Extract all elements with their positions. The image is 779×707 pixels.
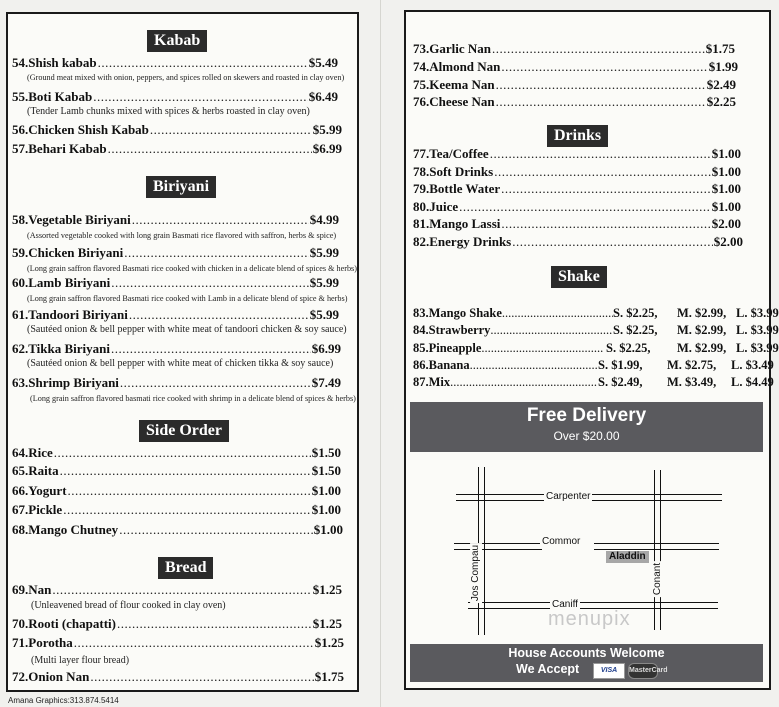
menu-item bbox=[413, 41, 735, 57]
item-price: $1.25 bbox=[312, 616, 342, 631]
visa-card-icon: VISA bbox=[593, 663, 625, 679]
item-price: $1.00 bbox=[311, 483, 341, 498]
item-description: (Long grain saffron flavored Basmati rice cooked with Lamb in a delicate blend of spice & herbs) bbox=[27, 294, 348, 303]
house-accounts-title: House Accounts Welcome bbox=[508, 646, 665, 660]
item-price: $5.49 bbox=[308, 55, 338, 70]
section-header-kabab: Kabab bbox=[147, 30, 207, 52]
item-price: $1.00 bbox=[313, 522, 343, 537]
menu-item bbox=[12, 669, 344, 685]
menu-item bbox=[12, 245, 339, 261]
menu-item bbox=[12, 582, 342, 598]
item-price: $7.49 bbox=[311, 375, 341, 390]
item-name: 68.Mango Chutney bbox=[12, 522, 119, 537]
item-price: $6.99 bbox=[312, 141, 342, 156]
menu-item bbox=[12, 463, 341, 479]
mastercard-icon: MasterCard bbox=[628, 663, 658, 679]
road-conant-line bbox=[660, 470, 661, 630]
item-price: $2.49 bbox=[706, 77, 736, 92]
menu-item bbox=[12, 522, 343, 538]
item-price: $1.00 bbox=[711, 181, 741, 196]
item-price: $1.50 bbox=[311, 463, 341, 478]
item-price: $6.49 bbox=[308, 89, 338, 104]
menu-item bbox=[12, 122, 342, 138]
free-delivery-title: Free Delivery bbox=[526, 405, 647, 426]
menu-item bbox=[413, 94, 736, 110]
street-label-conant: Conant bbox=[652, 562, 664, 596]
menu-item bbox=[413, 181, 741, 197]
road-jos-campau-line bbox=[484, 467, 485, 635]
shake-price-small: S. $2.25, bbox=[606, 341, 651, 355]
shake-price-medium: M. $2.99, bbox=[677, 341, 727, 355]
footer-credit: Amana Graphics:313.874.5414 bbox=[8, 696, 119, 705]
item-name: 61.Tandoori Biriyani bbox=[12, 307, 128, 322]
item-name: 73.Garlic Nan bbox=[413, 41, 491, 56]
item-name: 74.Almond Nan bbox=[413, 59, 501, 74]
item-name: 54.Shish kabab bbox=[12, 55, 97, 70]
item-name: 67.Pickle bbox=[12, 502, 63, 517]
item-description: (Multi layer flour bread) bbox=[31, 655, 130, 666]
item-price: $6.99 bbox=[311, 341, 341, 356]
item-price: $1.75 bbox=[705, 41, 735, 56]
item-name: 64.Rice bbox=[12, 445, 53, 460]
item-price: $2.00 bbox=[713, 234, 743, 249]
road-commor-line bbox=[594, 549, 719, 550]
location-map bbox=[410, 455, 763, 640]
item-name: 57.Behari Kabab bbox=[12, 141, 107, 156]
shake-price-large: L. $3.99 bbox=[736, 323, 779, 337]
road-commor-line bbox=[454, 543, 542, 544]
item-name: 69.Nan bbox=[12, 582, 52, 597]
item-description: (Unleavened bread of flour cooked in clay oven) bbox=[31, 600, 226, 611]
menu-item bbox=[12, 502, 341, 518]
menu-item bbox=[12, 341, 341, 357]
item-price: $5.99 bbox=[309, 245, 339, 260]
section-header-shake: Shake bbox=[551, 266, 607, 288]
item-name: 81.Mango Lassi bbox=[413, 216, 501, 231]
section-header-bread: Bread bbox=[158, 557, 213, 579]
menu-item bbox=[12, 483, 341, 499]
item-name: 76.Cheese Nan bbox=[413, 94, 495, 109]
shake-name: 85.Pineapple bbox=[413, 341, 482, 355]
item-name: 70.Rooti (chapatti) bbox=[12, 616, 116, 631]
item-price: $5.99 bbox=[309, 275, 339, 290]
section-header-drinks: Drinks bbox=[547, 125, 608, 147]
item-name: 63.Shrimp Biriyani bbox=[12, 375, 119, 390]
shake-price-small: S. $2.25, bbox=[613, 323, 658, 337]
menu-item bbox=[12, 275, 339, 291]
item-name: 77.Tea/Coffee bbox=[413, 146, 489, 161]
menu-item bbox=[12, 55, 338, 71]
item-description: (Ground meat mixed with onion, peppers, and spices rolled on skewers and roasted in clay oven) bbox=[27, 73, 345, 82]
menupix-watermark: menupix bbox=[548, 608, 631, 630]
street-label-caniff: Caniff bbox=[552, 599, 578, 610]
item-price: $1.50 bbox=[311, 445, 341, 460]
item-price: $1.00 bbox=[711, 199, 741, 214]
menu-item bbox=[413, 199, 741, 215]
item-price: $1.99 bbox=[708, 59, 738, 74]
we-accept-label: We Accept bbox=[516, 662, 580, 676]
shake-price-small: S. $2.25, bbox=[613, 306, 658, 320]
shake-price-medium: M. $2.99, bbox=[677, 306, 727, 320]
shake-name: 86.Banana bbox=[413, 358, 470, 372]
shake-name: 84.Strawberry bbox=[413, 323, 491, 337]
street-label-jos-campau: Jos Compau bbox=[470, 544, 482, 602]
item-description: (Sautéed onion & bell pepper with white meat of tandoori chicken & soy sauce) bbox=[27, 324, 347, 335]
shake-price-medium: M. $2.99, bbox=[677, 323, 727, 337]
item-name: 55.Boti Kabab bbox=[12, 89, 93, 104]
item-name: 58.Vegetable Biriyani bbox=[12, 212, 131, 227]
item-description: (Long grain saffron flavored Basmati rice cooked with chicken in a delicate blend of spices & herbs) bbox=[27, 264, 357, 273]
shake-price-medium: M. $3.49, bbox=[667, 375, 717, 389]
item-name: 59.Chicken Biriyani bbox=[12, 245, 124, 260]
item-name: 79.Bottle Water bbox=[413, 181, 501, 196]
menu-item bbox=[413, 59, 738, 75]
street-label-commor: Commor bbox=[542, 536, 581, 547]
shake-price-large: L. $4.49 bbox=[731, 375, 774, 389]
free-delivery-banner bbox=[410, 402, 763, 452]
item-price: $5.99 bbox=[312, 122, 342, 137]
item-name: 60.Lamb Biriyani bbox=[12, 275, 111, 290]
aladdin-location-marker: Aladdin bbox=[606, 551, 649, 563]
item-name: 82.Energy Drinks bbox=[413, 234, 512, 249]
shake-price-small: S. $2.49, bbox=[598, 375, 643, 389]
shake-price-medium: M. $2.75, bbox=[667, 358, 717, 372]
road-commor-line bbox=[594, 543, 719, 544]
item-name: 62.Tikka Biriyani bbox=[12, 341, 111, 356]
shake-name: 87.Mix bbox=[413, 375, 451, 389]
item-price: $5.99 bbox=[309, 307, 339, 322]
item-description: (Sautéed onion & bell pepper with white meat of chicken tikka & soy sauce) bbox=[27, 358, 334, 369]
shake-price-small: S. $1.99, bbox=[598, 358, 643, 372]
shake-name: 83.Mango Shake bbox=[413, 306, 502, 320]
street-label-carpenter: Carpenter bbox=[546, 491, 591, 502]
menu-item bbox=[12, 616, 342, 632]
menu-item bbox=[413, 234, 743, 250]
item-name: 72.Onion Nan bbox=[12, 669, 90, 684]
menu-item bbox=[413, 146, 741, 162]
road-commor-line bbox=[454, 549, 542, 550]
shake-price-large: L. $3.99 bbox=[736, 306, 779, 320]
item-price: $1.00 bbox=[311, 502, 341, 517]
item-name: 78.Soft Drinks bbox=[413, 164, 494, 179]
item-price: $1.75 bbox=[314, 669, 344, 684]
shake-price-large: L. $3.49 bbox=[731, 358, 774, 372]
menu-item bbox=[12, 212, 339, 228]
item-price: $1.25 bbox=[314, 635, 344, 650]
item-description: (Long grain saffron flavored basmati rice cooked with shrimp in a delicate blend of spices & herbs) bbox=[30, 394, 356, 403]
road-conant-line bbox=[654, 470, 655, 630]
section-header-side-order: Side Order bbox=[139, 420, 229, 442]
menu-item bbox=[413, 164, 741, 180]
menu-item bbox=[413, 77, 736, 93]
menu-item bbox=[12, 307, 339, 323]
item-name: 80.Juice bbox=[413, 199, 459, 214]
menu-item bbox=[12, 89, 338, 105]
item-name: 71.Porotha bbox=[12, 635, 73, 650]
road-caniff-line bbox=[468, 602, 718, 603]
item-price: $2.00 bbox=[711, 216, 741, 231]
shake-price-large: L. $3.99 bbox=[736, 341, 779, 355]
item-price: $2.25 bbox=[706, 94, 736, 109]
section-header-biriyani: Biriyani bbox=[146, 176, 216, 198]
house-accounts-banner bbox=[410, 644, 763, 682]
menu-item bbox=[413, 216, 741, 232]
menu-item bbox=[12, 141, 342, 157]
item-price: $4.99 bbox=[309, 212, 339, 227]
menu-item bbox=[12, 375, 341, 391]
item-description: (Tender Lamb chunks mixed with spices & herbs roasted in clay oven) bbox=[27, 106, 310, 117]
free-delivery-subtitle: Over $20.00 bbox=[553, 429, 620, 443]
menu-item bbox=[12, 445, 341, 461]
item-name: 75.Keema Nan bbox=[413, 77, 495, 92]
fold-line bbox=[380, 0, 381, 707]
menu-item bbox=[12, 635, 344, 651]
item-name: 65.Raita bbox=[12, 463, 59, 478]
item-name: 56.Chicken Shish Kabab bbox=[12, 122, 149, 137]
item-name: 66.Yogurt bbox=[12, 483, 67, 498]
item-price: $1.25 bbox=[312, 582, 342, 597]
item-description: (Assorted vegetable cooked with long grain Basmati rice flavored with saffron, herbs & spice) bbox=[27, 231, 337, 240]
item-price: $1.00 bbox=[711, 146, 741, 161]
item-price: $1.00 bbox=[711, 164, 741, 179]
